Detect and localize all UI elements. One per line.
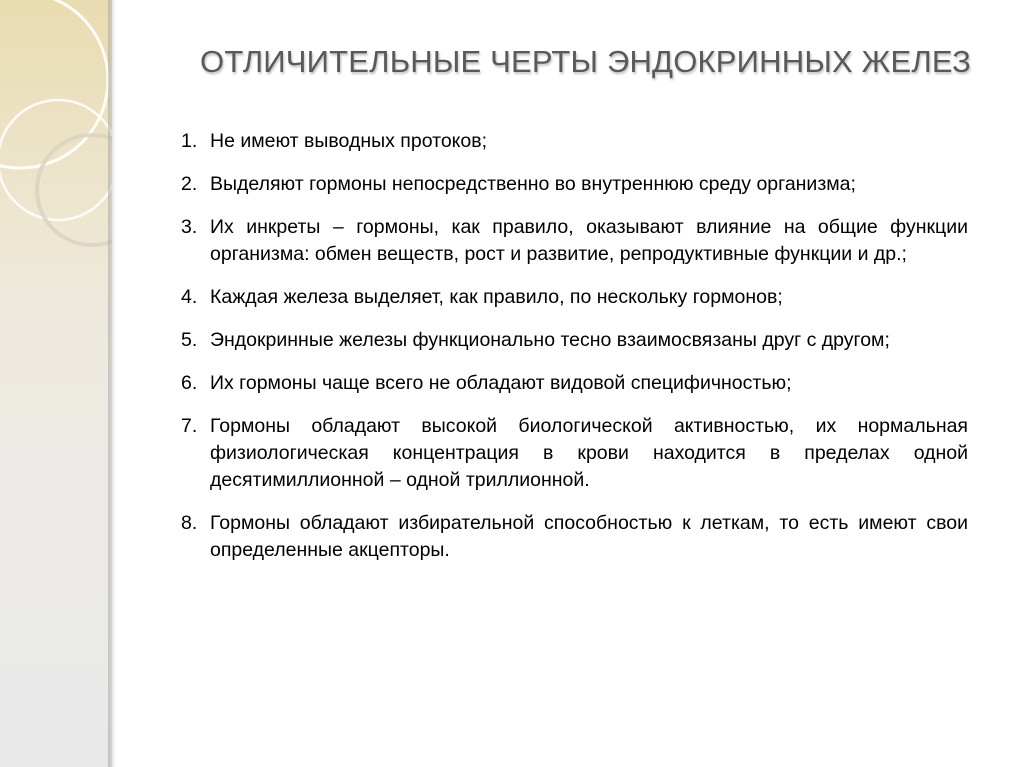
item-number: 7. bbox=[181, 415, 198, 437]
item-text: Выделяют гормоны непосредственно во внутреннюю среду организма; bbox=[210, 173, 856, 195]
list-item bbox=[181, 214, 968, 268]
list-item bbox=[181, 128, 968, 155]
sidebar-shadow bbox=[108, 0, 116, 767]
item-text: Не имеют выводных протоков; bbox=[210, 130, 488, 152]
item-number: 1. bbox=[181, 130, 198, 152]
list-item bbox=[181, 370, 968, 397]
list-item bbox=[181, 284, 968, 311]
list-item bbox=[181, 510, 968, 564]
list-item bbox=[181, 327, 968, 354]
list-item bbox=[181, 413, 968, 494]
slide-title: ОТЛИЧИТЕЛЬНЫЕ ЧЕРТЫ ЭНДОКРИННЫХ ЖЕЛЕЗ bbox=[200, 44, 972, 79]
item-text: Их гормоны чаще всего не обладают видовой специфичностью; bbox=[210, 372, 792, 394]
item-number: 5. bbox=[181, 329, 198, 351]
decorative-circles bbox=[0, 0, 112, 767]
item-number: 2. bbox=[181, 173, 198, 195]
item-text: Гормоны обладают высокой биологической активностью, их нормальная физиологическая концентрация в крови находится в пределах одной десятимиллионной – одной триллионной. bbox=[210, 415, 968, 491]
item-text: Каждая железа выделяет, как правило, по нескольку гормонов; bbox=[210, 286, 783, 308]
item-text: Их инкреты – гормоны, как правило, оказывают влияние на общие функции организма: обмен веществ, рост и развитие, репродуктивные функции и др.; bbox=[210, 216, 968, 265]
list-item bbox=[181, 171, 968, 198]
item-number: 8. bbox=[181, 512, 198, 534]
item-number: 4. bbox=[181, 286, 198, 308]
decorative-sidebar bbox=[0, 0, 112, 767]
item-number: 6. bbox=[181, 372, 198, 394]
item-number: 3. bbox=[181, 216, 198, 238]
item-text: Гормоны обладают избирательной способностью к леткам, то есть имеют свои определенные акцепторы. bbox=[210, 512, 968, 561]
item-text: Эндокринные железы функционально тесно взаимосвязаны друг с другом; bbox=[210, 329, 890, 351]
features-list bbox=[181, 128, 968, 580]
